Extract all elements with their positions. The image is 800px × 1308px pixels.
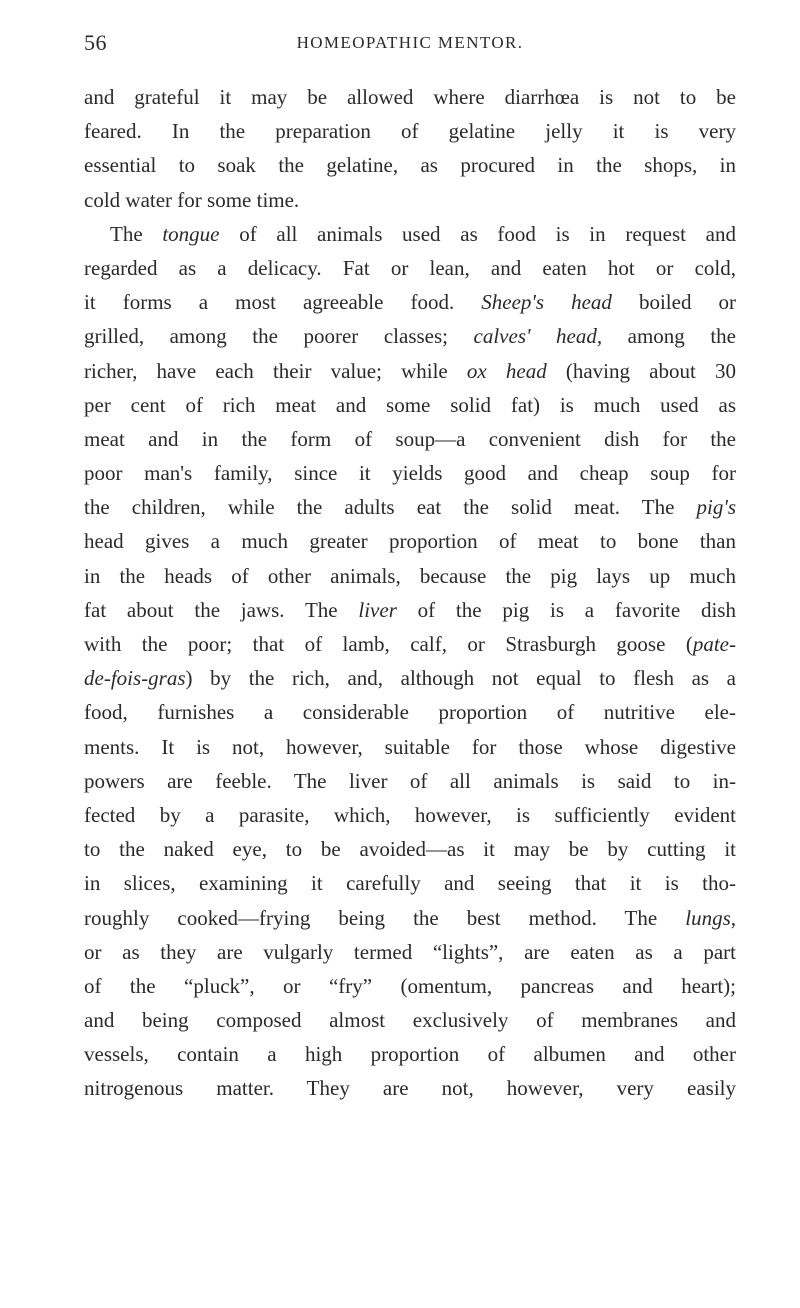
text-run: vessels, contain a high proportion of albumen and other bbox=[84, 1042, 736, 1067]
italic-term: pate- bbox=[692, 632, 736, 656]
text-run: The bbox=[110, 221, 163, 246]
text-line bbox=[84, 524, 736, 558]
text-run: food, furnishes a considerable proportion of nutritive ele- bbox=[84, 700, 736, 725]
text-run: regarded as a delicacy. Fat or lean, and eaten hot or cold, bbox=[84, 255, 736, 280]
text-line bbox=[84, 422, 736, 456]
text-run: and grateful it may be allowed where diarrhœa is not to be bbox=[84, 85, 736, 109]
text-line bbox=[84, 456, 736, 490]
text-run: essential to soak the gelatine, as procured in the shops, in bbox=[84, 153, 736, 178]
text-line bbox=[84, 901, 736, 935]
text-run: (having about 30 bbox=[546, 358, 736, 383]
body-text bbox=[84, 80, 736, 1106]
text-line bbox=[84, 866, 736, 900]
text-line bbox=[84, 935, 736, 969]
text-line bbox=[84, 730, 736, 764]
italic-term: liver bbox=[358, 597, 397, 622]
text-line bbox=[84, 559, 736, 593]
text-line bbox=[84, 1003, 736, 1037]
italic-term: ox head bbox=[466, 358, 547, 383]
text-run: powers are feeble. The liver of all animals is said to in- bbox=[84, 768, 736, 793]
italic-term: pig's bbox=[696, 495, 736, 520]
text-run: in the heads of other animals, because the pig lays up much bbox=[84, 563, 736, 588]
text-line bbox=[84, 593, 736, 627]
text-run: feared. In the preparation of gelatine jelly it is very bbox=[84, 119, 736, 144]
italic-term: calves' head, bbox=[473, 324, 603, 349]
text-line bbox=[84, 285, 736, 319]
text-line bbox=[84, 183, 736, 217]
running-title: HOMEOPATHIC MENTOR. bbox=[296, 33, 524, 52]
text-run: nitrogenous matter. They are not, however, very easily bbox=[84, 1076, 736, 1101]
text-line bbox=[84, 969, 736, 1003]
text-line bbox=[84, 764, 736, 798]
text-line bbox=[84, 251, 736, 285]
text-line bbox=[84, 832, 736, 866]
text-line bbox=[84, 661, 736, 695]
text-line bbox=[84, 388, 736, 422]
text-run: with the poor; that of lamb, calf, or Strasburgh goose ( bbox=[84, 632, 693, 656]
text-run: in slices, examining it carefully and seeing that it is tho- bbox=[84, 871, 736, 896]
text-run: it forms a most agreeable food. bbox=[84, 290, 482, 315]
text-run: fat about the jaws. The bbox=[84, 597, 359, 622]
text-run: meat and in the form of soup—a convenient dish for the bbox=[84, 426, 736, 451]
text-line bbox=[84, 490, 736, 524]
text-run: to the naked eye, to be avoided—as it may be by cutting it bbox=[84, 837, 736, 862]
text-run: head gives a much greater proportion of meat to bone than bbox=[84, 529, 736, 554]
italic-term: tongue bbox=[162, 221, 220, 246]
text-line bbox=[84, 627, 736, 661]
text-line bbox=[84, 1071, 736, 1105]
text-line bbox=[84, 114, 736, 148]
text-run: per cent of rich meat and some solid fat) is much used as bbox=[84, 392, 736, 417]
text-run: and being composed almost exclusively of membranes and bbox=[84, 1008, 736, 1033]
text-run: boiled or bbox=[611, 290, 736, 315]
text-run: richer, have each their value; while bbox=[84, 358, 467, 383]
italic-term: de-fois-gras bbox=[84, 666, 186, 691]
text-run: grilled, among the poorer classes; bbox=[84, 324, 474, 349]
text-run: roughly cooked—frying being the best method. The bbox=[84, 905, 686, 930]
text-run: fected by a parasite, which, however, is sufficiently evident bbox=[84, 802, 736, 827]
text-run: ) by the rich, and, although not equal to flesh as a bbox=[185, 666, 736, 691]
text-run: or as they are vulgarly termed “lights”, are eaten as a part bbox=[84, 939, 736, 964]
text-line bbox=[84, 695, 736, 729]
text-line bbox=[84, 798, 736, 832]
text-run: the children, while the adults eat the solid meat. The bbox=[84, 495, 697, 520]
page-number: 56 bbox=[84, 30, 107, 55]
text-line bbox=[84, 80, 736, 114]
text-line bbox=[84, 1037, 736, 1071]
text-line bbox=[84, 148, 736, 182]
text-run: of the “pluck”, or “fry” (omentum, pancreas and heart); bbox=[84, 973, 736, 998]
text-line bbox=[84, 354, 736, 388]
italic-term: lungs, bbox=[685, 905, 736, 930]
text-line bbox=[84, 217, 736, 251]
text-line bbox=[84, 319, 736, 353]
text-run: cold water for some time. bbox=[84, 187, 300, 212]
text-run: of the pig is a favorite dish bbox=[396, 597, 736, 622]
page-header bbox=[84, 30, 736, 60]
italic-term: Sheep's head bbox=[481, 290, 612, 315]
text-run: of all animals used as food is in request and bbox=[219, 221, 736, 246]
text-run: poor man's family, since it yields good and cheap soup for bbox=[84, 461, 736, 486]
text-run: among the bbox=[602, 324, 736, 349]
text-run: ments. It is not, however, suitable for those whose digestive bbox=[84, 734, 736, 759]
